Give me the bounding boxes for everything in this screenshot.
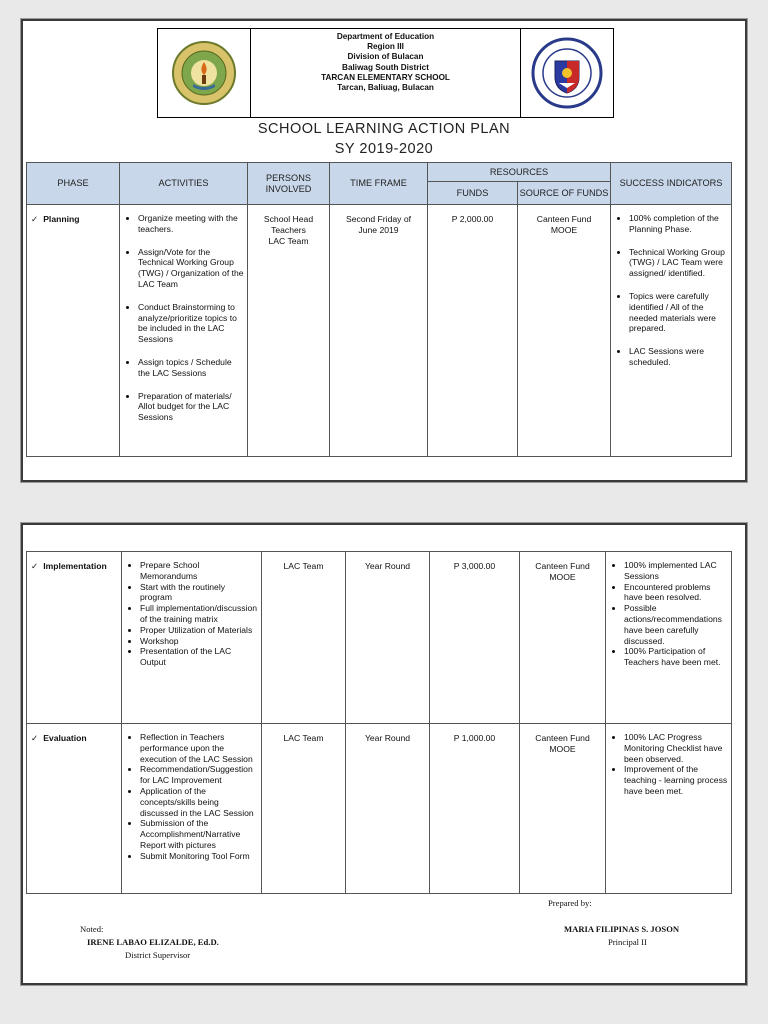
list-item: • Recommendation/Suggestion for LAC Improvement (140, 764, 258, 786)
source-cell: Canteen Fund MOOE (518, 205, 611, 457)
deped-logo-cell (520, 29, 613, 117)
col-success: SUCCESS INDICATORS (611, 163, 732, 205)
funds-cell: P 3,000.00 (430, 552, 520, 724)
persons-cell: School Head Teachers LAC Team (248, 205, 330, 457)
header-line: Baliwag South District (342, 62, 429, 72)
list-item: • Technical Working Group (TWG) / LAC Team were assigned/ identified. (629, 247, 728, 279)
list-item: • Preparation of materials/ Allot budget for the LAC Sessions (138, 391, 244, 423)
col-activities: ACTIVITIES (120, 163, 248, 205)
persons-cell: LAC Team (262, 552, 346, 724)
school-year: SY 2019-2020 (334, 141, 434, 157)
list-item: • Submit Monitoring Tool Form (140, 851, 258, 862)
list-item: • Improvement of the teaching - learning process have been met. (624, 764, 728, 796)
funds-cell: P 1,000.00 (430, 724, 520, 894)
header-line: Region III (367, 42, 404, 52)
list-item: • Application of the concepts/skills being discussed in the LAC Session (140, 786, 258, 818)
header-line: Department of Education (336, 32, 435, 41)
list-item: • LAC Sessions were scheduled. (629, 346, 728, 368)
list-item: • Reflection in Teachers performance upon the execution of the LAC Session (140, 732, 258, 764)
time-cell: Year Round (346, 552, 430, 724)
document-page-2 (21, 523, 747, 985)
funds-cell: P 2,000.00 (428, 205, 518, 457)
list-item: • 100% implemented LAC Sessions (624, 560, 728, 582)
list-item: • Assign topics / Schedule the LAC Sessions (138, 357, 244, 379)
list-item: • Organize meeting with the teachers. (138, 213, 244, 235)
time-cell: Year Round (346, 724, 430, 894)
table-row (27, 552, 732, 724)
noted-label: Noted: (80, 924, 104, 934)
col-source: SOURCE OF FUNDS (518, 182, 611, 205)
activities-cell (122, 724, 262, 894)
supervisor-name: IRENE LABAO ELIZALDE, Ed.D. (87, 937, 219, 947)
list-item: • Workshop (140, 636, 258, 647)
principal-name: MARIA FILIPINAS S. JOSON (564, 924, 680, 934)
table-row (27, 724, 732, 894)
checkmark-icon: ✓ (31, 561, 39, 571)
header-line: TARCAN ELEMENTARY SCHOOL (321, 72, 450, 82)
list-item: • 100% Participation of Teachers have been met. (624, 646, 728, 668)
list-item: • Full implementation/discussion of the training matrix (140, 603, 258, 625)
source-cell: Canteen Fund MOOE (520, 724, 606, 894)
col-funds: FUNDS (428, 182, 518, 205)
success-cell (611, 205, 732, 457)
list-item: • 100% completion of the Planning Phase. (629, 213, 728, 235)
plan-table-2 (26, 551, 732, 894)
activities-cell (122, 552, 262, 724)
col-resources: RESOURCES (428, 163, 611, 182)
checkmark-icon: ✓ (31, 214, 39, 224)
prepared-by-label: Prepared by: (548, 898, 592, 908)
header-line: Tarcan, Baliuag, Bulacan (337, 83, 434, 93)
activities-cell (120, 205, 248, 457)
letterhead-text (251, 29, 520, 117)
list-item: • 100% LAC Progress Monitoring Checklist have been observed. (624, 732, 728, 764)
document-title: SCHOOL LEARNING ACTION PLAN (257, 121, 511, 137)
phase-cell: ✓ Implementation (27, 552, 122, 724)
checkmark-icon: ✓ (31, 733, 39, 743)
list-item: • Prepare School Memorandums (140, 560, 258, 582)
list-item: • Submission of the Accomplishment/Narrative Report with pictures (140, 818, 258, 850)
deped-seal-icon (531, 37, 603, 109)
col-time: TIME FRAME (330, 163, 428, 205)
time-cell: Second Friday of June 2019 (330, 205, 428, 457)
school-logo-cell (158, 29, 251, 117)
persons-cell: LAC Team (262, 724, 346, 894)
list-item: • Topics were carefully identified / All of the needed materials were prepared. (629, 291, 728, 334)
list-item: • Presentation of the LAC Output (140, 646, 258, 668)
principal-title: Principal II (608, 937, 647, 947)
plan-table-1 (26, 162, 732, 457)
list-item: • Possible actions/recommendations have been carefully discussed. (624, 603, 728, 646)
source-cell: Canteen Fund MOOE (520, 552, 606, 724)
table-row (27, 205, 732, 457)
list-item: • Conduct Brainstorming to analyze/prioritize topics to be included in the LAC Sessions (138, 302, 244, 345)
document-page-1 (21, 19, 747, 482)
letterhead (157, 28, 614, 118)
col-phase: PHASE (27, 163, 120, 205)
success-cell (606, 552, 732, 724)
col-persons: PERSONS INVOLVED (248, 163, 330, 205)
header-line: Division of Bulacan (347, 52, 424, 62)
list-item: • Start with the routinely program (140, 582, 258, 604)
success-cell (606, 724, 732, 894)
list-item: • Assign/Vote for the Technical Working Group (TWG) / Organization of the LAC Team (138, 247, 244, 290)
school-seal-icon (171, 40, 237, 106)
supervisor-title: District Supervisor (125, 950, 191, 960)
list-item: • Encountered problems have been resolved. (624, 582, 728, 604)
list-item: • Proper Utilization of Materials (140, 625, 258, 636)
phase-cell: ✓ Planning (27, 205, 120, 457)
phase-cell: ✓ Evaluation (27, 724, 122, 894)
